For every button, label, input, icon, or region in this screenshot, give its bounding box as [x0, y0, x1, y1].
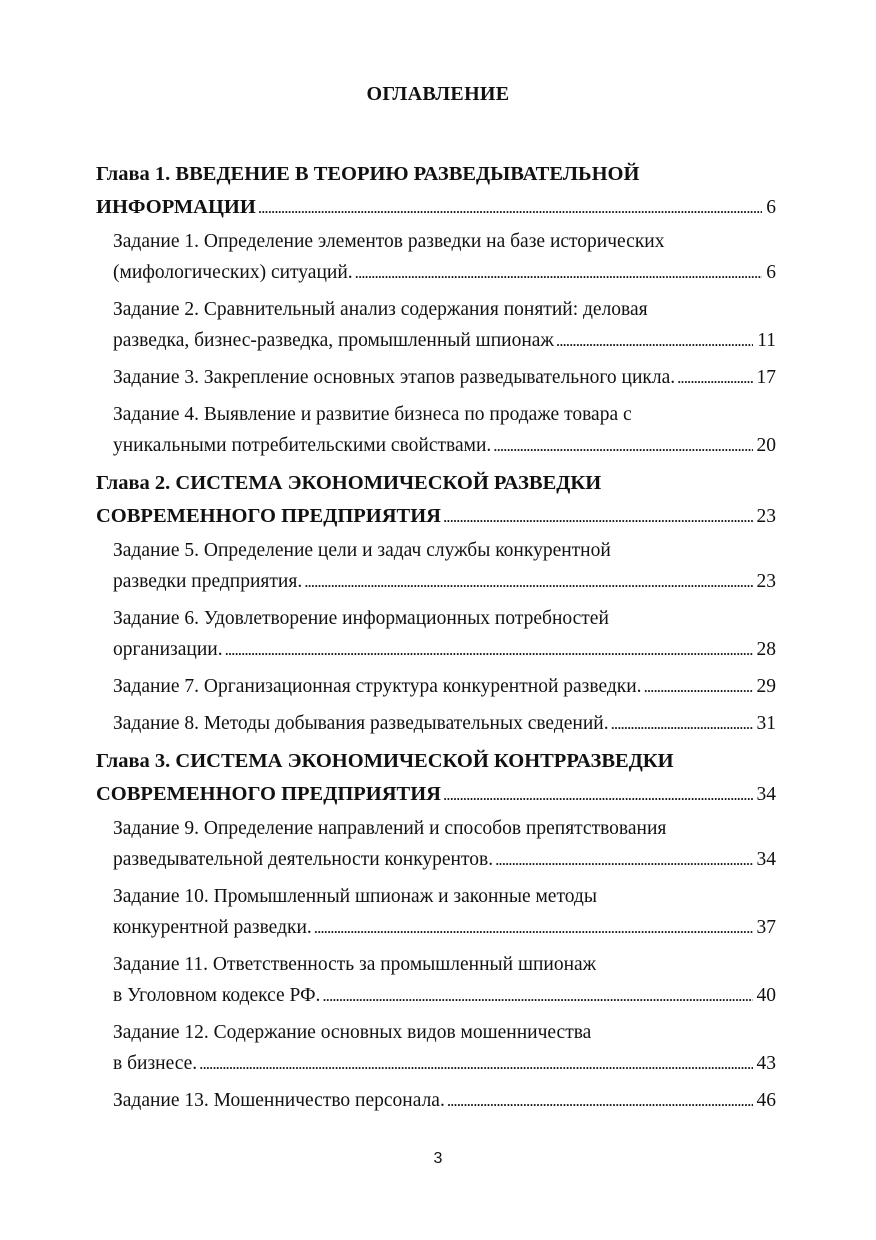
toc-entry-title-line: Глава 3. СИСТЕМА ЭКОНОМИЧЕСКОЙ КОНТРРАЗВЕДКИ: [96, 750, 674, 772]
toc-task-7[interactable]: [96, 671, 776, 702]
toc-task-11[interactable]: [96, 949, 776, 1011]
toc-page-number: 23: [756, 506, 776, 527]
dot-leader: [447, 1085, 753, 1116]
dot-leader: [199, 1048, 752, 1079]
toc-page-number: 11: [757, 330, 776, 351]
dot-leader: [677, 362, 752, 393]
toc-entry-title-end: разведки предприятия.: [113, 571, 303, 592]
toc-entry-title-end: в Уголовном кодексе РФ.: [113, 985, 321, 1006]
toc-task-12[interactable]: [96, 1017, 776, 1079]
toc-page-number: 17: [756, 367, 776, 388]
toc-entry-title-line: Задание 1. Определение элементов разведки на базе исторических: [113, 231, 665, 252]
toc-task-9[interactable]: [96, 813, 776, 875]
toc-page-number: 40: [756, 985, 776, 1006]
toc-entry-title-end: СОВРЕМЕННОГО ПРЕДПРИЯТИЯ: [96, 505, 441, 527]
toc-entry-title-end: в бизнесе.: [113, 1053, 198, 1074]
toc-entry-title-end: ИНФОРМАЦИИ: [96, 196, 256, 218]
dot-leader: [225, 634, 753, 665]
toc-entry-title-end: конкурентной разведки.: [113, 917, 312, 938]
toc-entry-title-end: Задание 8. Методы добывания разведывательных сведений.: [113, 713, 609, 734]
toc-page-number: 43: [756, 1053, 776, 1074]
toc-entry-title-end: (мифологических) ситуаций.: [113, 262, 353, 283]
toc-chapter-2[interactable]: [96, 467, 776, 533]
table-of-contents: [96, 158, 776, 1122]
toc-entry-title-end: разведывательной деятельности конкурентов.: [113, 849, 494, 870]
toc-entry-title-line: Задание 4. Выявление и развитие бизнеса по продаже товара с: [113, 404, 632, 425]
toc-entry-title-line: Задание 5. Определение цели и задач службы конкурентной: [113, 540, 611, 561]
toc-page-number: 6: [766, 262, 776, 283]
toc-entry-title-line: Задание 9. Определение направлений и способов препятствования: [113, 818, 667, 839]
dot-leader: [611, 708, 753, 739]
dot-leader: [644, 671, 753, 702]
toc-entry-title-end: Задание 3. Закрепление основных этапов разведывательного цикла.: [113, 367, 676, 388]
toc-page-number: 37: [756, 917, 776, 938]
dot-leader: [314, 912, 753, 943]
toc-page-number: 20: [756, 435, 776, 456]
toc-page-number: 28: [756, 639, 776, 660]
dot-leader: [556, 325, 753, 356]
toc-task-10[interactable]: [96, 881, 776, 943]
toc-entry-title-end: организации.: [113, 639, 223, 660]
page-number: 3: [433, 1150, 443, 1167]
dot-leader: [258, 191, 762, 224]
toc-page-number: 34: [756, 849, 776, 870]
toc-task-13[interactable]: [96, 1085, 776, 1116]
toc-entry-title-end: Задание 7. Организационная структура конкурентной разведки.: [113, 676, 642, 697]
toc-task-5[interactable]: [96, 535, 776, 597]
dot-leader: [443, 500, 753, 533]
toc-chapter-1[interactable]: [96, 158, 776, 224]
toc-entry-title-end: СОВРЕМЕННОГО ПРЕДПРИЯТИЯ: [96, 783, 441, 805]
toc-entry-title-end: уникальными потребительскими свойствами.: [113, 435, 492, 456]
toc-page-number: 23: [756, 571, 776, 592]
toc-page-number: 29: [756, 676, 776, 697]
toc-entry-title-line: Задание 2. Сравнительный анализ содержания понятий: деловая: [113, 299, 648, 320]
toc-task-8[interactable]: [96, 708, 776, 739]
toc-task-4[interactable]: [96, 399, 776, 461]
toc-entry-title-line: Глава 2. СИСТЕМА ЭКОНОМИЧЕСКОЙ РАЗВЕДКИ: [96, 472, 602, 494]
dot-leader: [493, 430, 752, 461]
page-title: ОГЛАВЛЕНИЕ: [366, 83, 510, 105]
toc-page-number: 31: [756, 713, 776, 734]
toc-entry-title-line: Задание 12. Содержание основных видов мошенничества: [113, 1022, 592, 1043]
dot-leader: [322, 980, 752, 1011]
dot-leader: [355, 257, 763, 288]
toc-entry-title-line: Задание 11. Ответственность за промышленный шпионаж: [113, 954, 597, 975]
toc-entry-title-line: Задание 10. Промышленный шпионаж и законные методы: [113, 886, 597, 907]
toc-page-number: 46: [756, 1090, 776, 1111]
toc-entry-title-line: Глава 1. ВВЕДЕНИЕ В ТЕОРИЮ РАЗВЕДЫВАТЕЛЬНОЙ: [96, 163, 640, 185]
dot-leader: [443, 778, 753, 811]
dot-leader: [495, 844, 752, 875]
toc-entry-title-end: разведка, бизнес-разведка, промышленный шпионаж: [113, 330, 554, 351]
toc-chapter-3[interactable]: [96, 745, 776, 811]
toc-entry-title-line: Задание 6. Удовлетворение информационных потребностей: [113, 608, 609, 629]
toc-task-1[interactable]: [96, 226, 776, 288]
toc-task-3[interactable]: [96, 362, 776, 393]
toc-task-6[interactable]: [96, 603, 776, 665]
toc-page-number: 6: [766, 197, 776, 218]
toc-entry-title-end: Задание 13. Мошенничество персонала.: [113, 1090, 445, 1111]
dot-leader: [304, 566, 752, 597]
toc-task-2[interactable]: [96, 294, 776, 356]
toc-page-number: 34: [756, 784, 776, 805]
